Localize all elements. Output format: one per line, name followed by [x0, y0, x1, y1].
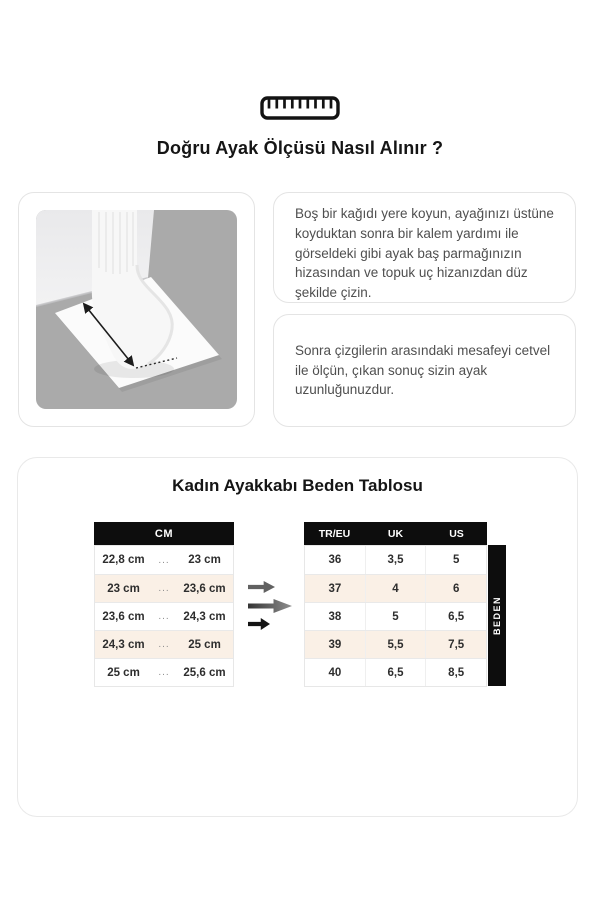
- instruction-step2-box: [273, 314, 576, 427]
- size-tr-eu: 37: [328, 582, 342, 595]
- beden-side-label: [488, 545, 506, 686]
- foot-measurement-photo: [36, 210, 237, 409]
- cm-table-row: [95, 574, 233, 602]
- table-link-arrows: [248, 581, 292, 630]
- conversion-table-row: [305, 630, 486, 658]
- size-uk: 4: [365, 575, 426, 602]
- size-table-card: [17, 457, 578, 817]
- range-separator: ...: [158, 667, 170, 678]
- cm-to: 24,3 cm: [183, 610, 226, 623]
- instruction-step2-text: Sonra çizgilerin arasındaki mesafeyi cetvel ile ölçün, çıkan sonuç sizin ayak uzunluğunuzdur.: [295, 342, 551, 398]
- header-uk: UK: [387, 527, 404, 540]
- cm-table-row: [95, 630, 233, 658]
- conversion-table-row: [305, 574, 486, 602]
- range-separator: ...: [158, 639, 170, 650]
- range-separator: ...: [158, 583, 170, 594]
- size-uk: 5,5: [365, 631, 426, 658]
- header-us: US: [449, 527, 464, 540]
- instruction-step1-box: [273, 192, 576, 303]
- conversion-table: [304, 545, 487, 687]
- cm-table: [94, 545, 234, 687]
- size-tr-eu: 40: [328, 666, 342, 679]
- cm-table-header: CM: [94, 522, 234, 545]
- size-table-title: Kadın Ayakkabı Beden Tablosu: [172, 476, 423, 495]
- cm-table-row: [95, 658, 233, 686]
- cm-to: 23,6 cm: [183, 582, 226, 595]
- cm-from: 22,8 cm: [102, 554, 145, 566]
- range-separator: ...: [158, 554, 170, 566]
- cm-table-row: [95, 546, 233, 574]
- range-separator: ...: [158, 611, 170, 622]
- header-tr-eu: TR/EU: [318, 527, 351, 540]
- size-us: 5: [425, 546, 486, 574]
- size-tr-eu: 36: [328, 554, 342, 566]
- instruction-step1-text: Boş bir kağıdı yere koyun, ayağınızı üstüne koyduktan sonra bir kalem yardımı ile görseldeki gibi ayak baş parmağınızın hizasından ve topuk uç hizanızdan düz şekilde çizin.: [295, 206, 554, 301]
- cm-to: 25 cm: [188, 638, 221, 651]
- size-uk: 5: [365, 603, 426, 630]
- cm-table-row: [95, 602, 233, 630]
- size-uk: 3,5: [365, 546, 426, 574]
- cm-from: 25 cm: [107, 666, 140, 679]
- size-us: 6,5: [425, 603, 486, 630]
- header-icon-wrap: [0, 96, 600, 120]
- conversion-table-row: [305, 546, 486, 574]
- size-us: 7,5: [425, 631, 486, 658]
- arrow-right-icon: [248, 599, 292, 613]
- arrow-right-icon: [248, 581, 275, 593]
- conversion-table-header: [304, 522, 487, 545]
- cm-to: 25,6 cm: [183, 666, 226, 679]
- cm-from: 24,3 cm: [102, 638, 145, 651]
- conversion-table-row: [305, 658, 486, 686]
- size-tr-eu: 38: [328, 610, 342, 623]
- ruler-icon: [260, 96, 340, 120]
- arrow-right-icon: [248, 618, 270, 630]
- size-us: 8,5: [425, 659, 486, 686]
- size-uk: 6,5: [365, 659, 426, 686]
- measurement-photo-card: [18, 192, 255, 427]
- size-tr-eu: 39: [328, 638, 342, 651]
- conversion-table-row: [305, 602, 486, 630]
- page-title: Doğru Ayak Ölçüsü Nasıl Alınır ?: [156, 138, 444, 158]
- cm-from: 23 cm: [107, 582, 140, 595]
- cm-from: 23,6 cm: [102, 610, 145, 623]
- cm-to: 23 cm: [188, 554, 221, 566]
- beden-label-text: BEDEN: [492, 595, 502, 635]
- size-us: 6: [425, 575, 486, 602]
